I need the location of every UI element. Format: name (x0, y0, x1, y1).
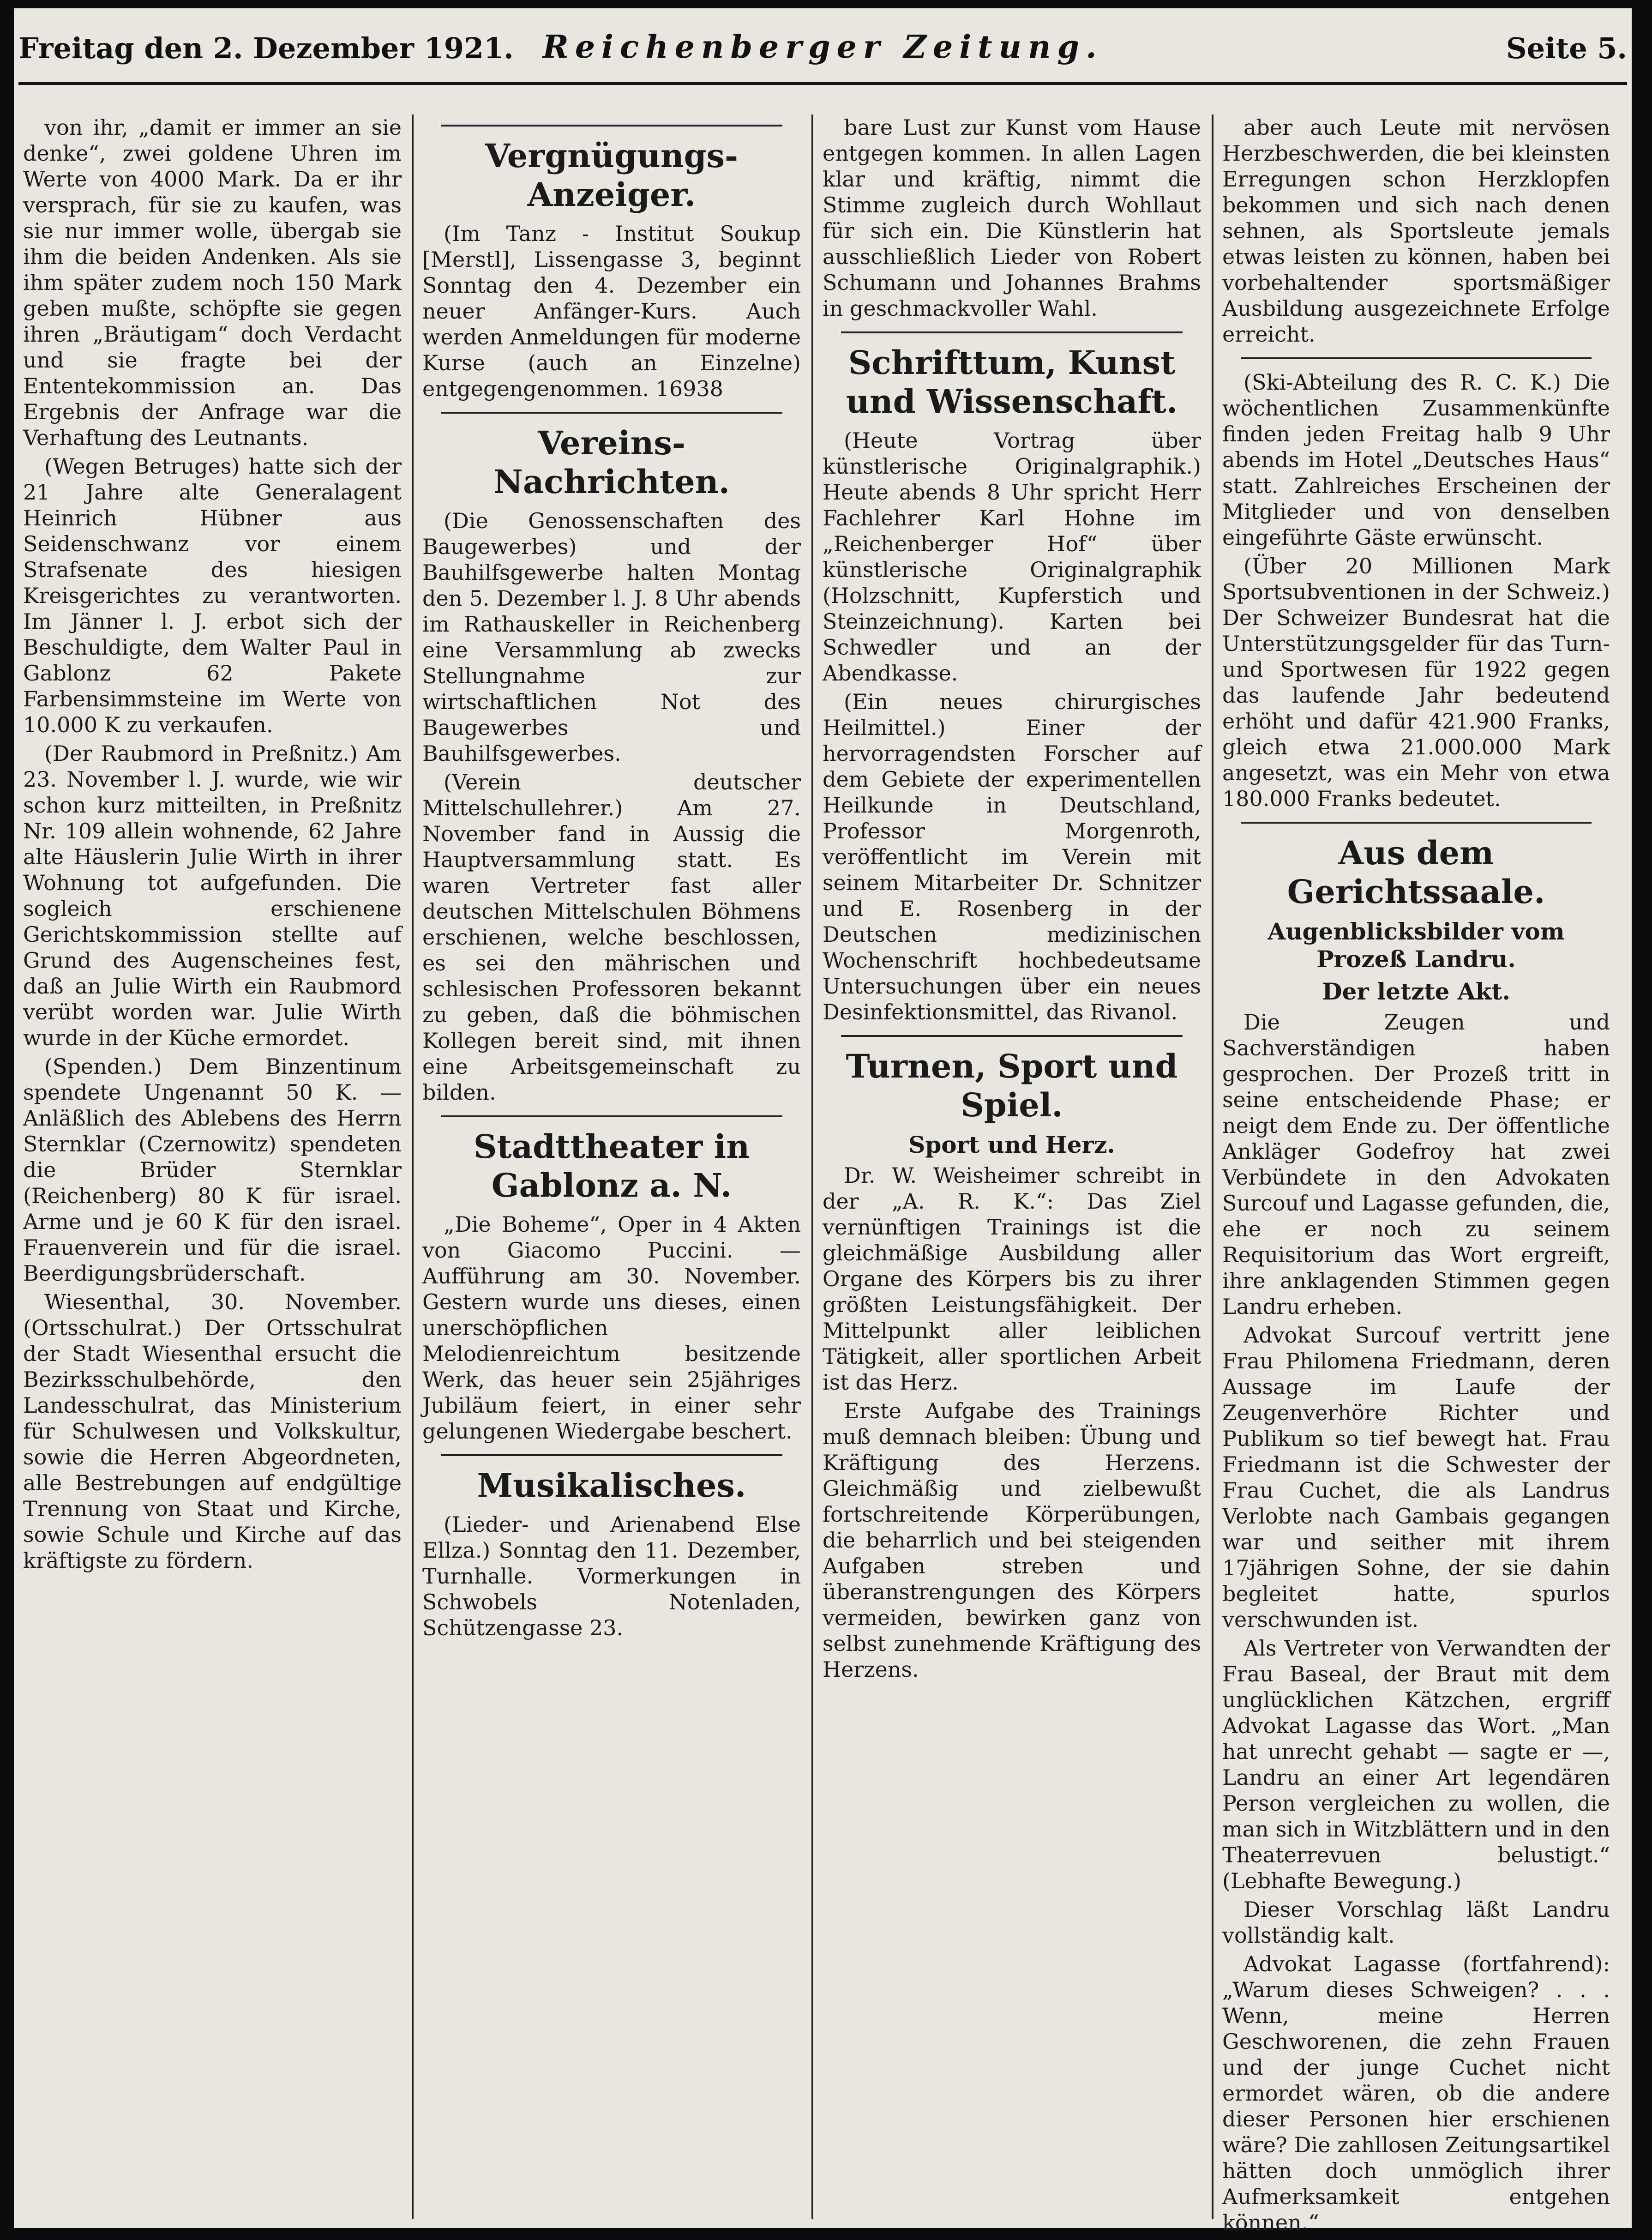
column-divider (412, 114, 414, 2219)
article-paragraph: „Die Boheme“, Oper in 4 Akten von Giacomo Puccini. — Aufführung am 30. November. Gestern wurde uns dieses, einen unerschöpflichen Melodienreichtum besitzende Werk, das heuer sein 25jähriges Jubiläum feiert, in einer sehr gelungenen Wiedergabe beschert. (422, 1212, 801, 1444)
section-rule (1241, 822, 1592, 824)
article-paragraph: Advokat Surcouf vertritt jene Frau Philomena Friedmann, deren Aussage im Laufe der Zeugenverhöre Richter und Publikum so tief bewegt hat. Frau Friedmann ist die Schwester der Frau Cuchet, die als Landrus Verlobte nach Gambais gegangen war und seither mit ihrem 17jährigen Sohne, der sie dahin begleitet hatte, spurlos verschwunden ist. (1222, 1323, 1610, 1632)
article-paragraph: (Verein deutscher Mittelschullehrer.) Am 27. November fand in Aussig die Hauptversammlung statt. Es waren Vertreter fast aller deutschen Mittelschulen Böhmens erschienen, welche beschlossen, es sei den mährischen und schlesischen Professoren bekannt zu geben, daß die böhmischen Kollegen bereit sind, mit ihnen eine Arbeitsgemeinschaft zu bilden. (422, 770, 801, 1105)
article-paragraph: (Ski-Abteilung des R. C. K.) Die wöchentlichen Zusammenkünfte finden jeden Freitag halb 9 Uhr abends im Hotel „Deutsches Haus“ statt. Zahlreiches Erscheinen der Mitglieder und von denselben eingeführte Gäste erwünscht. (1222, 370, 1610, 550)
section-rule (441, 412, 782, 414)
column-2 (422, 114, 801, 2219)
header-rule (18, 82, 1627, 85)
article-paragraph: Als Vertreter von Verwandten der Frau Baseal, der Braut mit dem unglücklichen Kätzchen, ergriff Advokat Lagasse das Wort. „Man hat unrecht gehabt — sagte er —, Landru an einer Art legendären Person vergleichen zu wollen, die man sich in Witzblättern und in den Theaterrevuen belustigt.“ (Lebhafte Bewegung.) (1222, 1636, 1610, 1893)
section-heading: Vergnügungs-Anzeiger. (485, 137, 739, 214)
section-heading: Vereins-Nachrichten. (493, 424, 730, 501)
section-rule (1241, 357, 1592, 359)
column-divider (811, 114, 813, 2219)
article-paragraph: Advokat Lagasse (fortfahrend): „Warum dieses Schweigen? . . . Wenn, meine Herren Geschworenen, die zehn Frauen und der junge Cuchet nicht ermordet wären, ob die andere dieser Personen hier erschienen wäre? Die zahllosen Zeitungsartikel hätten doch unmöglich ihrer Aufmerksamkeit entgehen können.“ (1222, 1951, 1610, 2235)
sub-heading: Augenblicksbilder vom Prozeß Landru. (1268, 918, 1565, 973)
article-paragraph: (Über 20 Millionen Mark Sportsubventionen in der Schweiz.) Der Schweizer Bundesrat hat die Unterstützungsgelder für das Turn- und Sportwesen für 1922 gegen das laufende Jahr bedeutend erhöht und dafür 421.900 Franks, gleich etwa 21.000.000 Mark angesetzt, was ein Mehr von etwa 180.000 Franks bedeutet. (1222, 554, 1610, 811)
section-rule (841, 1035, 1183, 1037)
header-date: Freitag den 2. Dezember 1921. (18, 31, 514, 65)
article-paragraph: Dieser Vorschlag läßt Landru vollständig kalt. (1222, 1897, 1610, 1948)
sub-heading: Der letzte Akt. (1322, 978, 1510, 1005)
article-paragraph: (Die Genossenschaften des Baugewerbes) und der Bauhilfsgewerbe halten Montag den 5. Dezember l. J. 8 Uhr abends im Rathauskeller in Reichenberg eine Versammlung ab zwecks Stellungnahme zur wirtschaftlichen Not des Baugewerbes und Bauhilfsgewerbes. (422, 508, 801, 766)
newspaper-title: Reichenberger Zeitung. (542, 29, 1103, 66)
column-4 (1222, 114, 1610, 2235)
article-paragraph: Wiesenthal, 30. November. (Ortsschulrat.) Der Ortsschulrat der Stadt Wiesenthal ersucht die Bezirksschulbehörde, den Landesschulrat, das Ministerium für Schulwesen und Volkskultur, sowie die Herren Abgeordneten, alle Bestrebungen auf endgültige Trennung von Staat und Kirche, sowie Schule und Kirche auf das kräftigste zu fördern. (23, 1289, 402, 1573)
article-paragraph: (Lieder- und Arienabend Else Ellza.) Sonntag den 11. Dezember, Turnhalle. Vormerkungen in Schwobels Notenladen, Schützengasse 23. (422, 1512, 801, 1640)
article-paragraph: (Ein neues chirurgisches Heilmittel.) Einer der hervorragendsten Forscher auf dem Gebiete der experimentellen Heilkunde in Deutschland, Professor Morgenroth, veröffentlicht im Verein mit seinem Mitarbeiter Dr. Schnitzer und E. Rosenberg in der Deutschen medizinischen Wochenschrift hochbedeutsame Untersuchungen über ein neues Desinfektionsmittel, das Rivanol. (823, 689, 1201, 1024)
article-paragraph: (Spenden.) Dem Binzentinum spendete Ungenannt 50 K. — Anläßlich des Ablebens des Herrn Sternklar (Czernowitz) spendeten die Brüder Sternklar (Reichenberg) 80 K für israel. Arme und je 60 K für den israel. Frauenverein und für die israel. Beerdigungsbrüderschaft. (23, 1054, 402, 1286)
article-paragraph: Die Zeugen und Sachverständigen haben gesprochen. Der Prozeß tritt in seine entscheidende Phase; er neigt dem Ende zu. Der öffentliche Ankläger Godefroy hat zwei Verbündete in den Advokaten Surcouf und Lagasse gefunden, die, ehe er noch zu seinem Requisitorium das Wort ergreift, ihre anklagenden Stimmen gegen Landru erheben. (1222, 1010, 1610, 1319)
section-heading: Schrifttum, Kunst und Wissenschaft. (846, 343, 1178, 421)
column-divider (1212, 114, 1213, 2219)
article-paragraph: Erste Aufgabe des Trainings muß demnach bleiben: Übung und Kräftigung des Herzens. Gleichmäßig und zielbewußt fortschreitende Körperübungen, die beharrlich und bei steigenden Aufgaben streben und überanstrengungen des Körpers vermeiden, bewirken ganz von selbst zunehmende Kräftigung des Herzens. (823, 1398, 1201, 1682)
article-paragraph: von ihr, „damit er immer an sie denke“, zwei goldene Uhren im Werte von 4000 Mark. Da er ihr versprach, für sie zu kaufen, was sie nur immer wolle, übergab sie ihm die beiden Andenken. Als sie ihm später zudem noch 150 Mark geben mußte, schöpfte sie gegen ihren „Bräutigam“ doch Verdacht und sie fragte bei der Ententekommission an. Das Ergebnis der Anfrage war die Verhaftung des Leutnants. (23, 115, 402, 450)
section-heading: Aus dem Gerichtssaale. (1287, 834, 1545, 911)
section-heading: Stadttheater in Gablonz a. N. (473, 1127, 750, 1204)
article-paragraph: (Heute Vortrag über künstlerische Originalgraphik.) Heute abends 8 Uhr spricht Herr Fachlehrer Karl Hohne im „Reichenberger Hof“ über künstlerische Originalgraphik (Holzschnitt, Kupferstich und Steinzeichnung). Karten bei Schwedler und an der Abendkasse. (823, 428, 1201, 686)
article-paragraph: Dr. W. Weisheimer schreibt in der „A. R. K.“: Das Ziel vernünftigen Trainings ist die gleichmäßige Ausbildung aller Organe des Körpers bis zu ihrer größten Leistungsfähigkeit. Der Mittelpunkt aller leiblichen Tätigkeit, aller sportlichen Arbeit ist das Herz. (823, 1163, 1201, 1395)
sub-heading: Sport und Herz. (908, 1131, 1115, 1158)
column-3 (823, 114, 1201, 2219)
article-paragraph: (Wegen Betruges) hatte sich der 21 Jahre alte Generalagent Heinrich Hübner aus Seidenschwanz vor einem Strafsenate des hiesigen Kreisgerichtes zu verantworten. Im Jänner l. J. erbot sich der Beschuldigte, dem Walter Paul in Gablonz 62 Pakete Farbensimmsteine im Werte von 10.000 K zu verkaufen. (23, 454, 402, 737)
section-heading: Turnen, Sport und Spiel. (846, 1047, 1178, 1124)
column-1 (23, 114, 402, 2219)
newspaper-page (14, 8, 1632, 2235)
section-rule (841, 331, 1183, 333)
article-paragraph: aber auch Leute mit nervösen Herzbeschwerden, die bei kleinsten Erregungen schon Herzklopfen bekommen und sich nach denen sehnen, als Sportsleute jemals etwas leisten zu können, haben bei vorbehaltender sportsmäßiger Ausbildung ausgezeichnete Erfolge erreicht. (1222, 115, 1610, 347)
page-number: Seite 5. (1506, 31, 1627, 65)
section-rule (441, 125, 782, 126)
section-rule (441, 1454, 782, 1456)
article-paragraph: (Der Raubmord in Preßnitz.) Am 23. November l. J. wurde, wie wir schon kurz mitteilten, in Preßnitz Nr. 109 allein wohnende, 62 Jahre alte Häuslerin Julie Wirth in ihrer Wohnung tot aufgefunden. Die sogleich erschienene Gerichtskommission stellte auf Grund des Augenscheines fest, daß an Julie Wirth ein Raubmord verübt worden war. Julie Wirth wurde in der Küche ermordet. (23, 741, 402, 1050)
article-paragraph: (Im Tanz - Institut Soukup [Merstl], Lissengasse 3, beginnt Sonntag den 4. Dezember ein neuer Anfänger-Kurs. Auch werden Anmeldungen für moderne Kurse (auch an Einzelne) entgegengenommen. 16938 (422, 221, 801, 401)
section-heading: Musikalisches. (477, 1466, 746, 1505)
page-header (18, 13, 1627, 101)
article-paragraph: bare Lust zur Kunst vom Hause entgegen kommen. In allen Lagen klar und kräftig, nimmt die Stimme zugleich durch Wohllaut für sich ein. Die Künstlerin hat ausschließlich Lieder von Robert Schumann und Johannes Brahms in geschmackvoller Wahl. (823, 115, 1201, 321)
section-rule (441, 1115, 782, 1117)
